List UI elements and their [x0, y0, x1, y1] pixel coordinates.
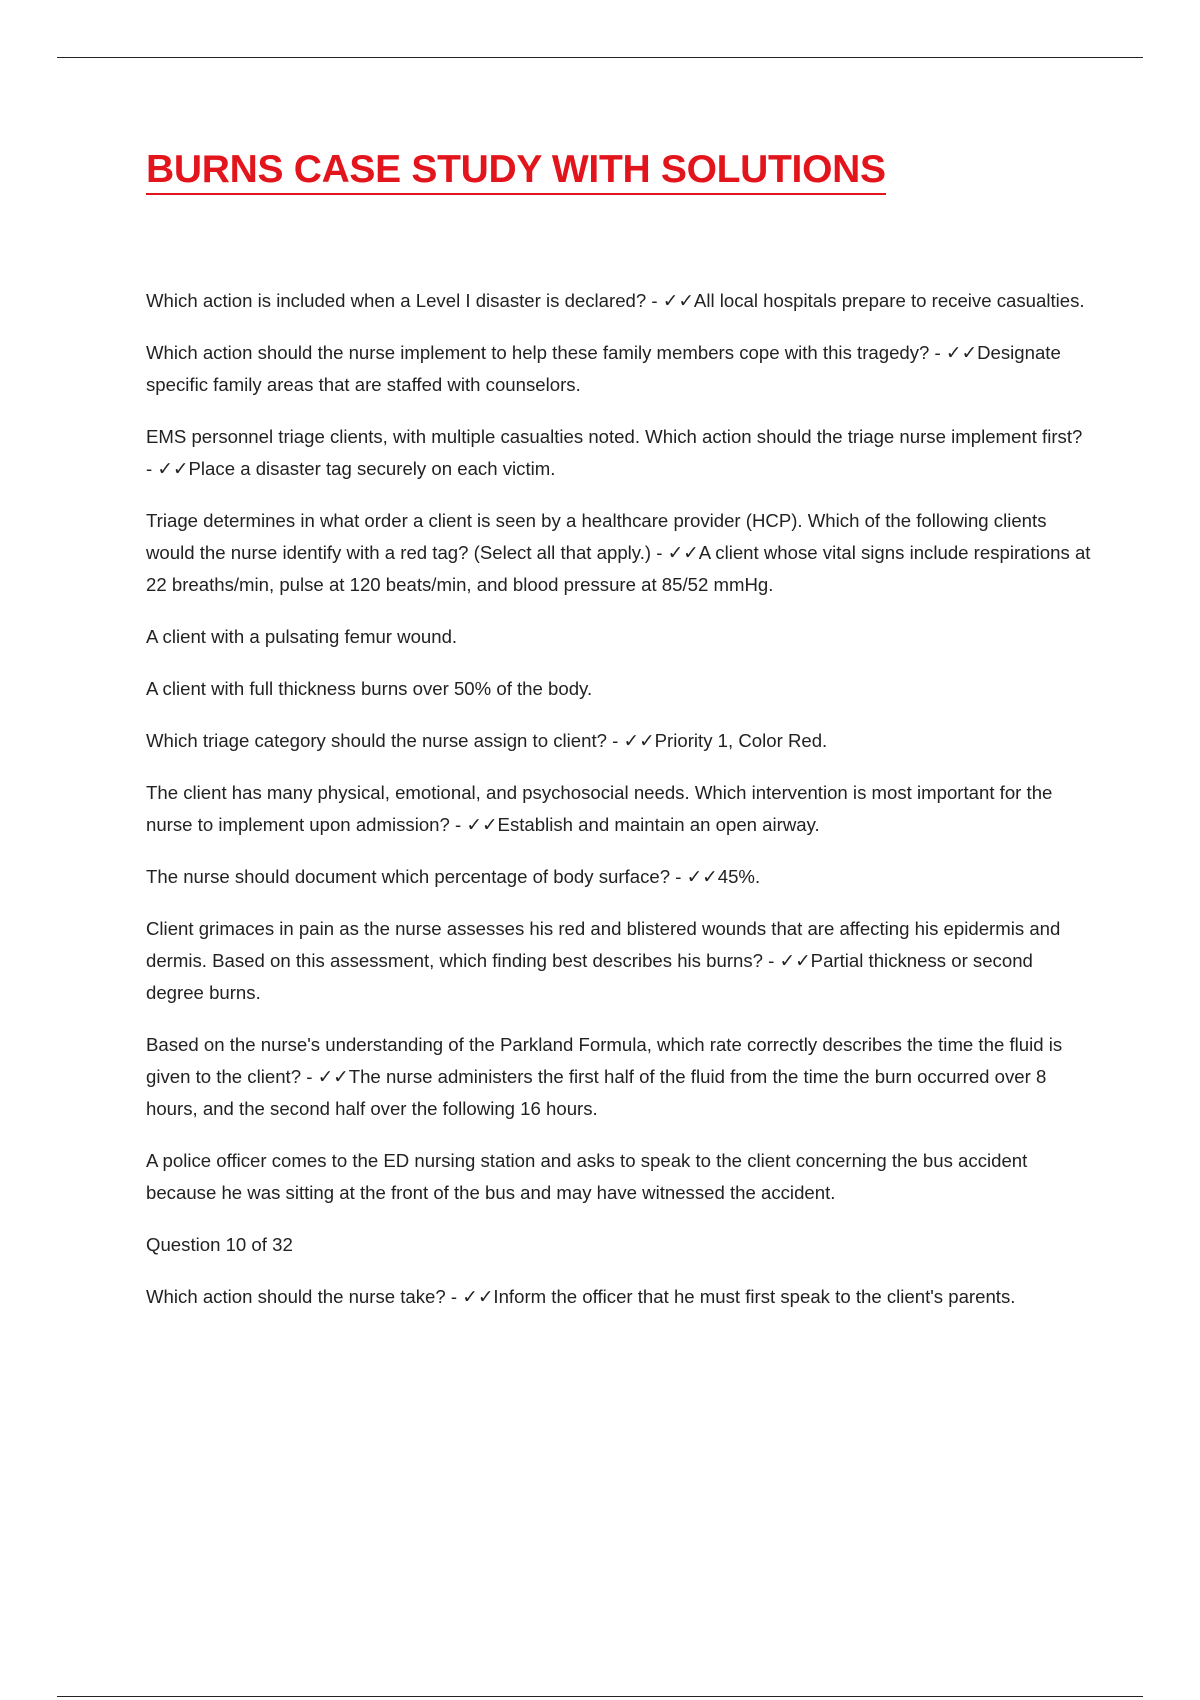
qa-item: Based on the nurse's understanding of the Parkland Formula, which rate correctly describes the time the fluid is given to the client? - ✓✓The nurse administers the first half of the fluid from the time the burn occurred over 8 hours, and the second half over the following 16 hours.: [146, 1033, 1063, 1119]
qa-item: Triage determines in what order a client is seen by a healthcare provider (HCP). Which of the following clients would the nurse identify with a red tag? (Select all that apply.) - ✓✓A client whose vital signs include respirations at 22 breaths/min, pulse at 120 beats/min, and blood pressure at 85/52 mmHg.: [146, 509, 1091, 595]
page-top-rule: [57, 57, 1143, 58]
document-title: BURNS CASE STUDY WITH SOLUTIONS: [146, 148, 886, 195]
qa-item: Which action should the nurse take? - ✓✓Inform the officer that he must first speak to the client's parents.: [146, 1285, 1016, 1307]
qa-item: A client with a pulsating femur wound.: [146, 625, 458, 647]
qa-item: Which action should the nurse implement to help these family members cope with this tragedy? - ✓✓Designate specific family areas that are staffed with counselors.: [146, 341, 1061, 395]
qa-item: Client grimaces in pain as the nurse assesses his red and blistered wounds that are affecting his epidermis and dermis. Based on this assessment, which finding best describes his burns? - ✓✓Partial thickness or second degree burns.: [146, 917, 1061, 1003]
qa-item: EMS personnel triage clients, with multiple casualties noted. Which action should the triage nurse implement first? - ✓✓Place a disaster tag securely on each victim.: [146, 425, 1083, 479]
question-counter: Question 10 of 32: [146, 1233, 293, 1255]
qa-item: The nurse should document which percentage of body surface? - ✓✓45%.: [146, 865, 761, 887]
qa-item: Which action is included when a Level I disaster is declared? - ✓✓All local hospitals prepare to receive casualties.: [146, 289, 1085, 311]
qa-item: The client has many physical, emotional, and psychosocial needs. Which intervention is most important for the nurse to implement upon admission? - ✓✓Establish and maintain an open airway.: [146, 781, 1053, 835]
qa-item: A client with full thickness burns over 50% of the body.: [146, 677, 593, 699]
qa-item: Which triage category should the nurse assign to client? - ✓✓Priority 1, Color Red.: [146, 729, 828, 751]
qa-item: A police officer comes to the ED nursing station and asks to speak to the client concerning the bus accident because he was sitting at the front of the bus and may have witnessed the accident.: [146, 1149, 1028, 1203]
document-body: [146, 148, 1091, 1333]
page-bottom-rule: [57, 1696, 1143, 1697]
qa-list: [146, 285, 1091, 1313]
